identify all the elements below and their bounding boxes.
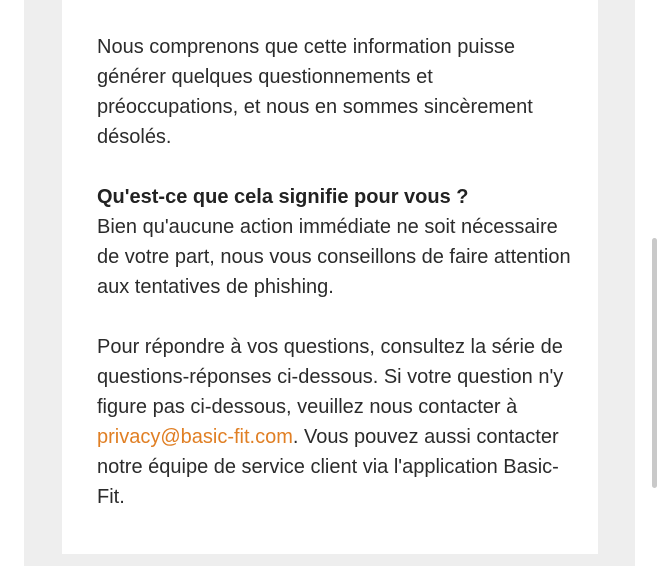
email-body bbox=[97, 32, 572, 542]
scrollbar[interactable] bbox=[652, 238, 657, 488]
implications-section bbox=[97, 182, 572, 302]
section-heading: Qu'est-ce que cela signifie pour vous ? bbox=[97, 186, 469, 208]
contact-paragraph bbox=[97, 332, 572, 512]
contact-text-start: Pour répondre à vos questions, consultez la série de questions-réponses ci-dessous. Si votre question n'y figure pas ci-dessous, veuillez nous contacter à bbox=[97, 336, 564, 418]
phishing-advice-text: Bien qu'aucune action immédiate ne soit nécessaire de votre part, nous vous conseillons de faire attention aux tentatives de phishing. bbox=[97, 216, 571, 298]
contact-text-end: . Vous pouvez aussi contacter notre équipe de service client via l'application Basic-Fit. bbox=[97, 426, 559, 508]
privacy-email-link[interactable]: privacy@basic-fit.com bbox=[97, 426, 293, 448]
intro-paragraph: Nous comprenons que cette information puisse générer quelques questionnements et préoccupations, et nous en sommes sincèrement désolés. bbox=[97, 36, 533, 148]
